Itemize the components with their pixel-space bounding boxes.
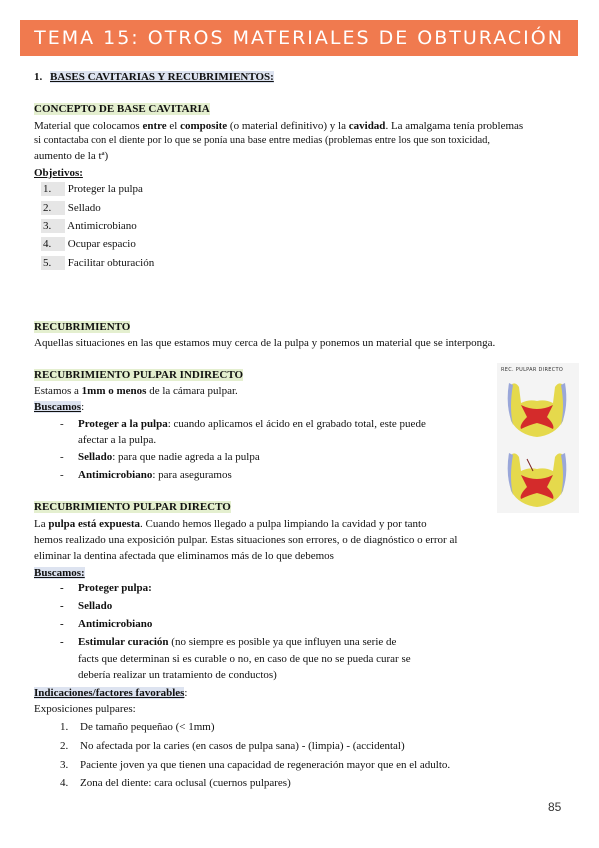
base-heading <box>34 102 210 116</box>
bold-text: Sellado <box>78 451 113 463</box>
list-item <box>60 776 291 790</box>
tooth-diagram-figure <box>497 363 579 513</box>
list-number: 1. <box>60 721 69 733</box>
list-item: - Antimicrobiano: para aseguramos <box>60 469 232 481</box>
section-heading <box>34 70 274 84</box>
directo-line2: hemos realizado una exposición pulpar. Estas situaciones son errores, o de diagnóstico o error al <box>34 534 458 546</box>
recubrimiento-heading-text: RECUBRIMIENTO <box>34 321 131 333</box>
list-item: - Sellado <box>60 600 113 612</box>
list-item: - Antimicrobiano <box>60 618 153 630</box>
list-item <box>60 739 405 753</box>
list-number: 4. <box>60 777 69 789</box>
list-text: Sellado <box>67 202 101 214</box>
list-number: 2. <box>41 201 65 215</box>
list-item <box>60 720 215 734</box>
indicaciones-label-text: Indicaciones/factores favorables <box>34 687 185 699</box>
text: de la cámara pulpar. <box>146 385 238 397</box>
page-title: TEMA 15: OTROS MATERIALES DE OBTURACIÓN <box>34 27 564 49</box>
list-text: Ocupar espacio <box>67 238 136 250</box>
list-number: 3. <box>60 759 69 771</box>
bold-text: pulpa está expuesta <box>48 518 141 530</box>
text: La <box>34 518 49 530</box>
text: : para aseguramos <box>152 469 232 481</box>
list-number: 2. <box>60 740 69 752</box>
list-item: - Proteger a la pulpa: cuando aplicamos el ácido en el grabado total, este puede <box>60 418 426 430</box>
bold-text: Estimular curación <box>78 636 169 648</box>
list-item-continuation: facts que determinan si es curable o no, en caso de que no se pueda curar se <box>78 653 411 665</box>
buscamos-label-text: Buscamos: <box>34 567 85 579</box>
list-number: 4. <box>41 237 65 251</box>
indicaciones-label <box>34 686 187 700</box>
list-number: 5. <box>41 256 65 270</box>
list-item <box>41 237 136 251</box>
bold-text: entre <box>142 120 167 132</box>
objetivos-label <box>34 166 83 180</box>
text: (o material definitivo) y la <box>227 120 349 132</box>
indicaciones-intro: Exposiciones pulpares: <box>34 703 136 715</box>
list-text: De tamaño pequeñao (< 1mm) <box>80 721 215 733</box>
base-heading-text: CONCEPTO DE BASE CAVITARIA <box>34 103 210 115</box>
list-item: - Sellado: para que nadie agreda a la pulpa <box>60 451 260 463</box>
list-number: 3. <box>41 219 65 233</box>
list-text: Antimicrobiano <box>67 220 137 232</box>
list-text: Proteger la pulpa <box>67 183 143 195</box>
list-text: Paciente joven ya que tienen una capacidad de regeneración mayor que en el adulto. <box>80 759 451 771</box>
text: : para que nadie agreda a la pulpa <box>112 451 260 463</box>
buscamos-label <box>34 400 84 414</box>
buscamos-label-text: Buscamos <box>34 401 82 413</box>
list-number: 1. <box>41 182 65 196</box>
text: Material que colocamos <box>34 120 143 132</box>
tooth-illustration <box>497 363 579 513</box>
title-banner <box>20 20 578 56</box>
text: . Cuando hemos llegado a pulpa limpiando la cavidad y por tanto <box>140 518 427 530</box>
list-item-continuation: afectar a la pulpa. <box>78 434 157 446</box>
bold-text: composite <box>180 120 228 132</box>
directo-line3: eliminar la dentina afectada que eliminamos más de lo que debemos <box>34 550 334 562</box>
bold-text: Antimicrobiano <box>78 618 153 630</box>
indirecto-line <box>34 384 238 398</box>
list-text: Facilitar obturación <box>67 257 155 269</box>
base-paragraph-line2: si contactaba con el diente por lo que se ponía una base entre medias (problemas entre los que son toxicidad, <box>34 135 491 146</box>
text: (no siempre es posible ya que influyen una serie de <box>168 636 397 648</box>
recubrimiento-heading <box>34 320 130 334</box>
list-text: Zona del diente: cara oclusal (cuernos pulpares) <box>80 777 291 789</box>
bold-text: 1mm o menos <box>81 385 147 397</box>
list-item <box>41 256 154 270</box>
section-title: BASES CAVITARIAS Y RECUBRIMIENTOS: <box>50 71 274 83</box>
bold-text: Proteger pulpa: <box>78 582 152 594</box>
list-text: No afectada por la caries (en casos de pulpa sana) - (limpia) - (accidental) <box>80 740 405 752</box>
indirecto-heading-text: RECUBRIMIENTO PULPAR INDIRECTO <box>34 369 244 381</box>
figure-caption: REC. PULPAR DIRECTO <box>501 367 564 373</box>
indirecto-heading <box>34 368 243 382</box>
text: : <box>184 687 188 699</box>
list-item: - Proteger pulpa: <box>60 582 152 594</box>
section-number: 1. <box>34 71 43 83</box>
objetivos-label-text: Objetivos: <box>34 167 83 179</box>
bold-text: Sellado <box>78 600 113 612</box>
list-item <box>41 219 137 233</box>
base-paragraph-line3: aumento de la tª) <box>34 150 109 162</box>
directo-heading-text: RECUBRIMIENTO PULPAR DIRECTO <box>34 501 231 513</box>
base-paragraph-line1 <box>34 119 523 133</box>
bold-text: Antimicrobiano <box>78 469 153 481</box>
text: . La amalgama tenía problemas <box>385 120 524 132</box>
directo-heading <box>34 500 231 514</box>
text: Estamos a <box>34 385 82 397</box>
list-item-continuation: debería realizar un tratamiento de conductos) <box>78 669 277 681</box>
text: : <box>81 401 85 413</box>
list-item: - Estimular curación (no siempre es posible ya que influyen una serie de <box>60 636 397 648</box>
bold-text: cavidad <box>348 120 386 132</box>
list-item <box>41 201 101 215</box>
list-item <box>41 182 143 196</box>
directo-line1 <box>34 517 427 531</box>
page-number: 85 <box>548 800 562 814</box>
list-item <box>60 758 450 772</box>
text: el <box>166 120 181 132</box>
bold-text: Proteger a la pulpa <box>78 418 168 430</box>
text: : cuando aplicamos el ácido en el grabado total, este puede <box>167 418 426 430</box>
buscamos-label <box>34 566 85 580</box>
recubrimiento-text: Aquellas situaciones en las que estamos muy cerca de la pulpa y ponemos un material que se interponga. <box>34 337 496 349</box>
